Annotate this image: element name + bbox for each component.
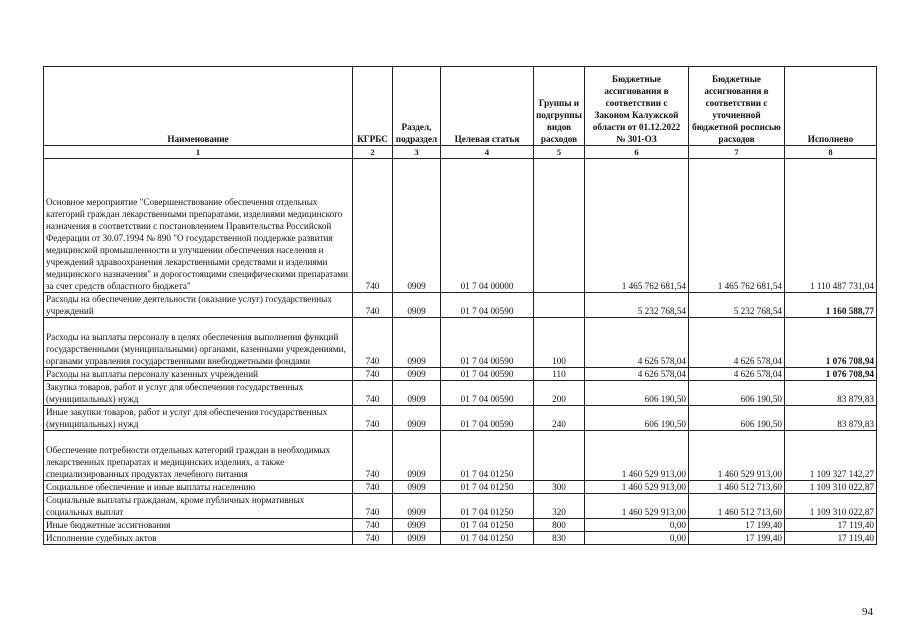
header-law-allocation: Бюджетные ассигнования в соответствии с Законом Калужской области от 01.12.2022 № 301-ОЗ xyxy=(585,67,689,146)
row-target: 01 7 04 00000 xyxy=(441,159,534,293)
row-group xyxy=(534,431,585,481)
row-executed-amount: 1 160 588,77 xyxy=(785,293,877,318)
table-row xyxy=(44,293,877,318)
column-number-row xyxy=(44,146,877,159)
row-executed-amount: 1 109 327 142,27 xyxy=(785,431,877,481)
row-name: Расходы на выплаты персоналу в целях обеспечения выполнения функций государственными (муниципальными) органами, казенными учреждениями, органами управления государственными внебюджетными фондами xyxy=(44,318,353,368)
table-row xyxy=(44,381,877,406)
row-kgrbs: 740 xyxy=(353,431,393,481)
column-number: 4 xyxy=(441,146,534,159)
table-row xyxy=(44,431,877,481)
row-refined-amount: 1 460 512 713,60 xyxy=(689,481,785,494)
column-number: 6 xyxy=(585,146,689,159)
table-row xyxy=(44,532,877,545)
row-refined-amount: 4 626 578,04 xyxy=(689,368,785,381)
row-target: 01 7 04 01250 xyxy=(441,431,534,481)
row-section: 0909 xyxy=(393,159,441,293)
row-name: Исполнение судебных актов xyxy=(44,532,353,545)
row-law-amount: 1 460 529 913,00 xyxy=(585,494,689,519)
row-executed-amount: 1 109 310 022,87 xyxy=(785,481,877,494)
row-name: Обеспечение потребности отдельных категорий граждан в необходимых лекарственных препаратах и медицинских изделиях, а также специализированных продуктах лечебного питания xyxy=(44,431,353,481)
row-law-amount: 606 190,50 xyxy=(585,406,689,431)
table-row xyxy=(44,368,877,381)
table-header xyxy=(44,67,877,159)
row-section: 0909 xyxy=(393,318,441,368)
row-name: Социальные выплаты гражданам, кроме публичных нормативных социальных выплат xyxy=(44,494,353,519)
row-law-amount: 0,00 xyxy=(585,519,689,532)
page-number: 94 xyxy=(862,606,873,618)
row-target: 01 7 04 00590 xyxy=(441,318,534,368)
table-row xyxy=(44,406,877,431)
row-refined-amount: 606 190,50 xyxy=(689,406,785,431)
row-section: 0909 xyxy=(393,381,441,406)
column-number: 3 xyxy=(393,146,441,159)
row-kgrbs: 740 xyxy=(353,519,393,532)
header-name: Наименование xyxy=(44,67,353,146)
table-row xyxy=(44,481,877,494)
header-kgrbs: КГРБС xyxy=(353,67,393,146)
row-name: Иные закупки товаров, работ и услуг для обеспечения государственных (муниципальных) нужд xyxy=(44,406,353,431)
row-section: 0909 xyxy=(393,519,441,532)
row-section: 0909 xyxy=(393,406,441,431)
row-kgrbs: 740 xyxy=(353,293,393,318)
row-refined-amount: 1 465 762 681,54 xyxy=(689,159,785,293)
header-section: Раздел, подраздел xyxy=(393,67,441,146)
row-kgrbs: 740 xyxy=(353,494,393,519)
row-refined-amount: 17 199,40 xyxy=(689,532,785,545)
row-kgrbs: 740 xyxy=(353,532,393,545)
header-refined-allocation: Бюджетные ассигнования в соответствии с уточненной бюджетной росписью расходов xyxy=(689,67,785,146)
row-section: 0909 xyxy=(393,293,441,318)
header-expense-group: Группы и подгруппы видов расходов xyxy=(534,67,585,146)
row-kgrbs: 740 xyxy=(353,406,393,431)
row-law-amount: 4 626 578,04 xyxy=(585,368,689,381)
column-number: 1 xyxy=(44,146,353,159)
row-target: 01 7 04 00590 xyxy=(441,368,534,381)
row-refined-amount: 17 199,40 xyxy=(689,519,785,532)
row-group: 300 xyxy=(534,481,585,494)
row-name: Расходы на обеспечение деятельности (оказание услуг) государственных учреждений xyxy=(44,293,353,318)
row-law-amount: 5 232 768,54 xyxy=(585,293,689,318)
row-section: 0909 xyxy=(393,368,441,381)
row-law-amount: 1 465 762 681,54 xyxy=(585,159,689,293)
row-law-amount: 606 190,50 xyxy=(585,381,689,406)
row-executed-amount: 1 076 708,94 xyxy=(785,368,877,381)
row-target: 01 7 04 00590 xyxy=(441,406,534,431)
row-group: 110 xyxy=(534,368,585,381)
row-target: 01 7 04 00590 xyxy=(441,381,534,406)
row-group xyxy=(534,293,585,318)
row-group: 800 xyxy=(534,519,585,532)
row-group: 240 xyxy=(534,406,585,431)
row-section: 0909 xyxy=(393,532,441,545)
table-row xyxy=(44,519,877,532)
row-name: Основное мероприятие "Совершенствование обеспечения отдельных категорий граждан лекарственными препаратами, изделиями медицинского назначения в соответствии с постановлением Правительства Российской Федерации от 30.07.1994 № 890 "О государственной поддержке развития медицинской промышленности и улучшении обеспечения населения и учреждений здравоохранения лекарственными средствами и изделиями медицинского назначения" и дорогостоящими специфическими препаратами за счет средств областного бюджета" xyxy=(44,159,353,293)
row-group: 200 xyxy=(534,381,585,406)
row-target: 01 7 04 01250 xyxy=(441,481,534,494)
row-executed-amount: 83 879,83 xyxy=(785,406,877,431)
column-number: 8 xyxy=(785,146,877,159)
row-name: Иные бюджетные ассигнования xyxy=(44,519,353,532)
row-kgrbs: 740 xyxy=(353,368,393,381)
row-kgrbs: 740 xyxy=(353,381,393,406)
row-group xyxy=(534,159,585,293)
row-law-amount: 1 460 529 913,00 xyxy=(585,431,689,481)
table-row xyxy=(44,318,877,368)
row-refined-amount: 606 190,50 xyxy=(689,381,785,406)
row-executed-amount: 17 119,40 xyxy=(785,519,877,532)
row-kgrbs: 740 xyxy=(353,318,393,368)
row-target: 01 7 04 01250 xyxy=(441,519,534,532)
row-executed-amount: 1 076 708,94 xyxy=(785,318,877,368)
row-name: Закупка товаров, работ и услуг для обеспечения государственных (муниципальных) нужд xyxy=(44,381,353,406)
row-executed-amount: 17 119,40 xyxy=(785,532,877,545)
row-refined-amount: 4 626 578,04 xyxy=(689,318,785,368)
row-group: 830 xyxy=(534,532,585,545)
row-target: 01 7 04 01250 xyxy=(441,532,534,545)
row-law-amount: 4 626 578,04 xyxy=(585,318,689,368)
header-executed: Исполнено xyxy=(785,67,877,146)
row-executed-amount: 83 879,83 xyxy=(785,381,877,406)
row-refined-amount: 1 460 529 913,00 xyxy=(689,431,785,481)
column-number: 2 xyxy=(353,146,393,159)
budget-table xyxy=(43,66,877,545)
row-executed-amount: 1 109 310 022,87 xyxy=(785,494,877,519)
row-group: 320 xyxy=(534,494,585,519)
row-target: 01 7 04 00590 xyxy=(441,293,534,318)
row-refined-amount: 5 232 768,54 xyxy=(689,293,785,318)
table-row xyxy=(44,494,877,519)
table-row xyxy=(44,159,877,293)
row-kgrbs: 740 xyxy=(353,159,393,293)
column-number: 7 xyxy=(689,146,785,159)
row-kgrbs: 740 xyxy=(353,481,393,494)
row-executed-amount: 1 110 487 731,04 xyxy=(785,159,877,293)
row-law-amount: 1 460 529 913,00 xyxy=(585,481,689,494)
row-law-amount: 0,00 xyxy=(585,532,689,545)
header-target-article: Целевая статья xyxy=(441,67,534,146)
row-target: 01 7 04 01250 xyxy=(441,494,534,519)
row-name: Расходы на выплаты персоналу казенных учреждений xyxy=(44,368,353,381)
row-name: Социальное обеспечение и иные выплаты населению xyxy=(44,481,353,494)
row-group: 100 xyxy=(534,318,585,368)
row-refined-amount: 1 460 512 713,60 xyxy=(689,494,785,519)
row-section: 0909 xyxy=(393,431,441,481)
row-section: 0909 xyxy=(393,494,441,519)
row-section: 0909 xyxy=(393,481,441,494)
column-number: 5 xyxy=(534,146,585,159)
